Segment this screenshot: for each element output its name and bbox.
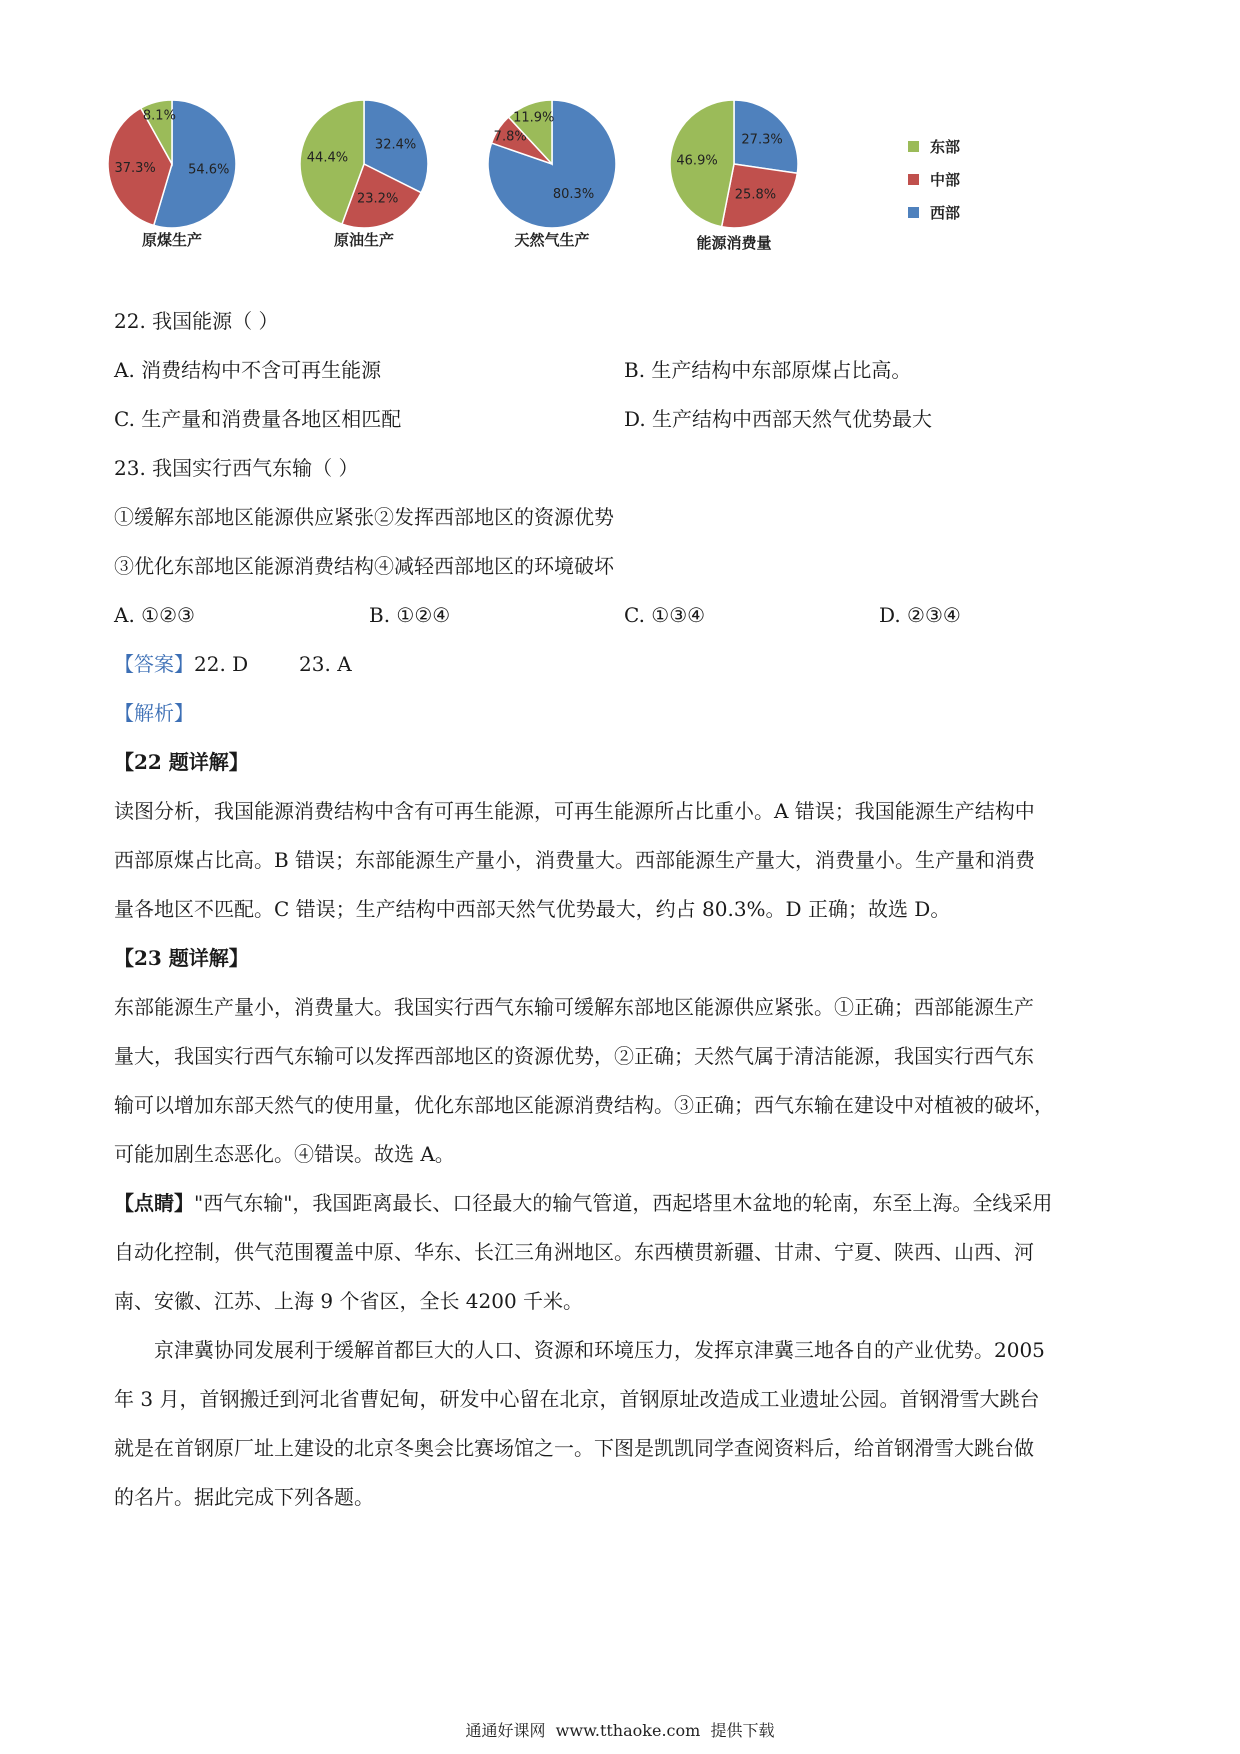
detail-22-paragraph [114,787,1134,934]
option-b: B. ①②④ [369,603,451,627]
pie-svg [480,92,624,236]
question-23-statement-1: ①缓解东部地区能源供应紧张②发挥西部地区的资源优势 [114,505,614,529]
slice-label: 44.4% [306,150,349,166]
legend-label: 中部 [930,171,961,189]
passage-line: 京津冀协同发展利于缓解首都巨大的人口、资源和环境压力，发挥京津冀三地各自的产业优势。2005 [114,1338,1045,1362]
paragraph-line: 西部原煤占比高。B 错误；东部能源生产量小，消费量大。西部能源生产量大，消费量小。生产量和消费 [114,848,1036,872]
pie-chart-coal [100,92,244,249]
option-c: C. ①③④ [624,603,706,627]
analysis-line [114,689,1134,738]
pie-chart-oil [292,92,436,249]
pie-caption: 原油生产 [333,231,394,249]
passage-line: 年 3 月，首钢搬迁到河北省曹妃甸，研发中心留在北京，首钢原址改造成工业遗址公园。首钢滑雪大跳台 [114,1387,1040,1411]
slice-label: 80.3% [552,187,595,203]
pie-charts-figure [100,92,1000,282]
detail-23-paragraph [114,983,1134,1179]
tip-paragraph [114,1179,1134,1326]
page-footer: 通通好课网 www.tthaoke.com 提供下载 [465,1721,775,1740]
slice-label: 32.4% [374,137,417,153]
paragraph-line: 量大，我国实行西气东输可以发挥西部地区的资源优势，②正确；天然气属于清洁能源，我国实行西气东 [114,1044,1034,1068]
slice-label: 27.3% [741,132,783,148]
detail-23-heading: 【23 题详解】 [114,946,249,970]
answer-line [114,640,1134,689]
option-a: A. ①②③ [114,603,195,627]
pie-chart-gas [480,92,624,249]
pie-svg [292,92,436,236]
question-23-stem: 23. 我国实行西气东输（ ） [114,456,359,480]
slice-label: 8.1% [142,108,176,124]
legend-swatch [908,174,919,185]
chart-legend [908,130,960,229]
option-d: D. ②③④ [879,603,961,627]
option-c: C. 生产量和消费量各地区相匹配 [114,407,402,431]
option-a: A. 消费结构中不含可再生能源 [114,358,382,382]
paragraph-line: 南、安徽、江苏、上海 9 个省区，全长 4200 千米。 [114,1289,584,1313]
slice-label: 11.9% [513,110,555,126]
passage-line: 的名片。据此完成下列各题。 [114,1485,374,1509]
legend-label: 西部 [930,204,961,222]
pie-caption: 原煤生产 [141,231,202,249]
paragraph-line: 可能加剧生态恶化。④错误。故选 A。 [114,1142,455,1166]
slice-label: 23.2% [357,191,399,207]
pie-chart-consumption [662,92,806,252]
reading-passage [114,1326,1134,1522]
paragraph-line [114,1179,1134,1228]
document-body [114,297,1134,1522]
slice-label: 54.6% [188,162,230,178]
legend-swatch [908,207,919,218]
pie-caption: 天然气生产 [514,231,590,249]
option-d: D. 生产结构中西部天然气优势最大 [624,407,933,431]
tip-text: "西气东输"，我国距离最长、口径最大的输气管道，西起塔里木盆地的轮南，东至上海。全线采用 [194,1191,1053,1215]
question-22-options-row2 [114,395,1134,444]
answer-tag: 【答案】 [114,652,194,676]
legend-item-west [908,196,960,229]
pie-svg [100,92,244,236]
paragraph-line: 输可以增加东部天然气的使用量，优化东部地区能源消费结构。③正确；西气东输在建设中对植被的破坏， [114,1093,1054,1117]
slice-label: 25.8% [734,187,777,203]
paragraph-line: 量各地区不匹配。C 错误；生产结构中西部天然气优势最大，约占 80.3%。D 正确；故选 D。 [114,897,951,921]
answer-text: 22. D 23. A [194,652,352,676]
paragraph-line: 自动化控制，供气范围覆盖中原、华东、长江三角洲地区。东西横贯新疆、甘肃、宁夏、陕西、山西、河 [114,1240,1034,1264]
legend-swatch [908,141,919,152]
question-22-options-row1 [114,346,1134,395]
legend-item-central [908,163,960,196]
slice-label: 46.9% [676,153,718,169]
legend-item-east [908,130,960,163]
tip-tag: 【点睛】 [114,1191,194,1215]
detail-22-heading: 【22 题详解】 [114,750,249,774]
analysis-tag: 【解析】 [114,701,194,725]
question-23-statement-2: ③优化东部地区能源消费结构④减轻西部地区的环境破坏 [114,554,614,578]
passage-line: 就是在首钢原厂址上建设的北京冬奥会比赛场馆之一。下图是凯凯同学查阅资料后，给首钢滑雪大跳台做 [114,1436,1034,1460]
legend-label: 东部 [930,138,961,156]
pie-svg [662,92,806,236]
slice-label: 7.8% [493,129,527,145]
slice-label: 37.3% [114,161,156,177]
pie-caption: 能源消费量 [696,234,772,252]
paragraph-line: 东部能源生产量小，消费量大。我国实行西气东输可缓解东部地区能源供应紧张。①正确；西部能源生产 [114,995,1034,1019]
paragraph-line: 读图分析，我国能源消费结构中含有可再生能源，可再生能源所占比重小。A 错误；我国能源生产结构中 [114,799,1035,823]
option-b: B. 生产结构中东部原煤占比高。 [624,358,912,382]
question-22-stem: 22. 我国能源（ ） [114,309,279,333]
question-23-options [114,591,1134,640]
